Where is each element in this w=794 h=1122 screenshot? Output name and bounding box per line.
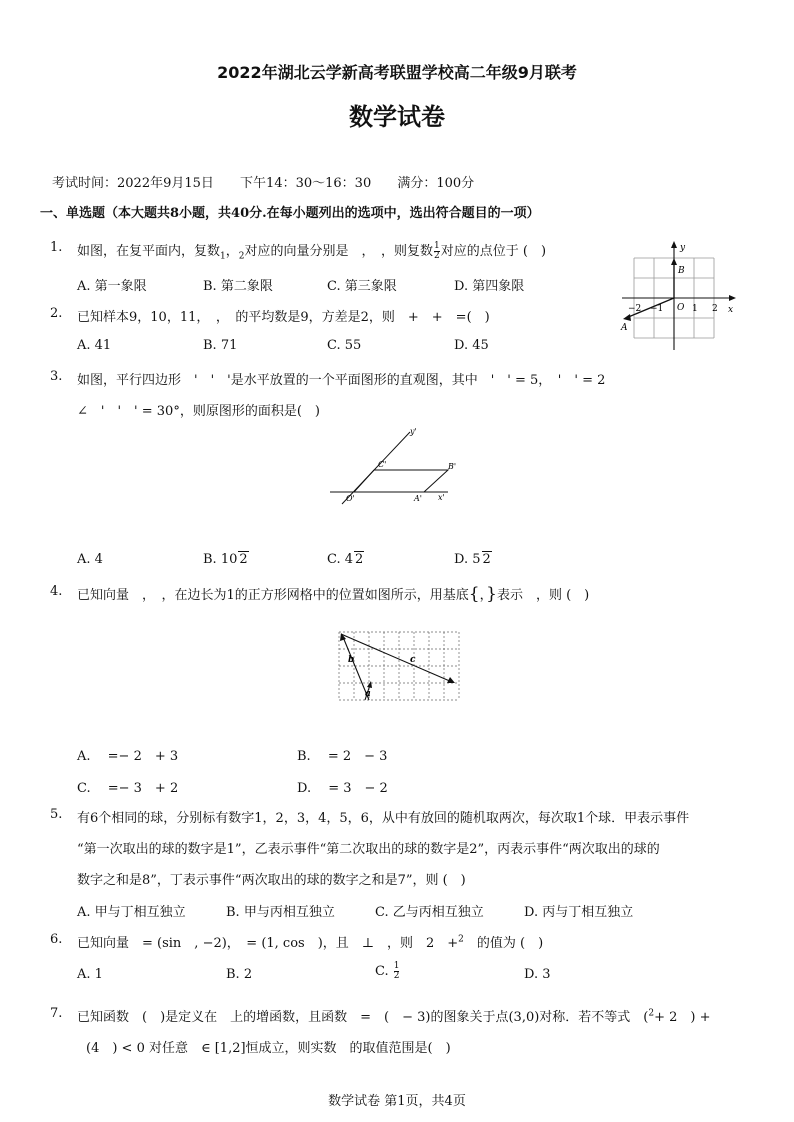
option-d[interactable]: D. 丙与丁相互独立 [524,905,634,920]
grid [339,632,459,700]
figure-complex-plane [612,236,742,356]
question-number: 5. [50,807,63,822]
label-o-prime: O' [346,494,355,503]
tick-neg1: −1 [650,304,664,314]
page-footer: 数学试卷 第1页，共4页 [328,1094,466,1109]
option-a[interactable]: A. 41 [77,338,112,353]
label-origin: O [677,303,685,313]
figure-vector-grid [334,628,464,704]
question-text-line1: 有6个相同的球，分别标有数字1，2，3，4，5，6，从中有放回的随机取两次，每次取1个球．甲表示事件 [77,811,690,826]
label-a: A [621,323,628,333]
tick-2: 2 [712,304,718,314]
vector-oa-arrow [623,314,631,321]
label-x-prime: x' [438,493,445,502]
option-b[interactable]: B. 甲与丙相互独立 [226,905,335,920]
option-c[interactable]: C. 4 2 [327,552,364,567]
question-text: 已知向量 ， ，在边长为1的正方形网格中的位置如图所示，用基底{，}表示 ，则 ( ) [77,584,590,604]
question-number: 3. [50,369,63,384]
vector-c [341,634,452,682]
option-d[interactable]: D. 第四象限 [454,279,525,294]
question-number: 7. [50,1006,63,1021]
option-d[interactable]: D. 45 [454,338,489,353]
option-b[interactable]: B. 71 [203,338,238,353]
label-b: b [348,655,355,665]
option-a[interactable]: A. 甲与丁相互独立 [77,905,186,920]
option-c[interactable]: C. =− 3 + 2 [77,781,179,796]
option-c[interactable]: C. 55 [327,338,362,353]
option-b[interactable]: B. 10 2 [203,552,248,567]
label-b-prime: B' [448,462,457,471]
figure-parallelogram [328,424,458,510]
vector-ob-arrow [671,258,677,265]
parallelogram [354,470,448,492]
exam-score: 满分：100分 [397,176,475,191]
label-y-prime: y' [410,427,417,436]
question-text-line2: (4 ) < 0 对任意 ∈ [1,2]恒成立，则实数 的取值范围是( ) [86,1041,451,1056]
vector-b-arrow [340,633,346,641]
option-d[interactable]: D. 3 [524,967,551,982]
subject-title: 数学试卷 [349,103,445,131]
label-y: y [680,243,686,253]
question-text-line2: “第一次取出的球的数字是1”，乙表示事件“第二次取出的球的数字是2”，丙表示事件“两次取出的球的 [77,842,660,857]
option-c[interactable]: C. $\frac{1}{2}$ [375,961,400,981]
exam-info [52,172,496,191]
label-c: c [410,655,416,665]
option-c[interactable]: C. 第三象限 [327,279,397,294]
question-number: 6. [50,932,63,947]
label-c-prime: C' [378,460,387,469]
y-axis-arrow [671,241,677,248]
exam-time: 考试时间：2022年9月15日 [52,176,214,191]
question-text: 如图，在复平面内，复数$_1$，$_2$对应的向量分别是 ， ，则复数 $\frac{1}{2}$ 对应的点位于 ( ) [77,241,547,262]
option-b[interactable]: B. = 2 − 3 [297,749,388,764]
option-d[interactable]: D. = 3 − 2 [297,781,388,796]
question-text-line1: 如图，平行四边形 ' ' '是水平放置的一个平面图形的直观图，其中 ' ' = 5， ' ' = 2 [77,373,606,388]
label-x: x [728,305,734,315]
question-text-line3: 数字之和是8”，丁表示事件“两次取出的球的数字之和是7”，则 ( ) [77,873,466,888]
section-heading: 一、单选题（本大题共8小题，共40分.在每小题列出的选项中，选出符合题目的一项） [40,206,540,221]
fraction: $\frac{1}{2}$ [434,241,440,261]
option-a[interactable]: A. 第一象限 [77,279,147,294]
x-axis-arrow [729,295,736,301]
question-number: 2. [50,306,63,321]
option-d[interactable]: D. 5 2 [454,552,491,567]
tick-1: 1 [692,304,698,314]
vector-a-arrow [367,681,372,688]
option-a[interactable]: A. =− 2 + 3 [77,749,179,764]
option-c[interactable]: C. 乙与丙相互独立 [375,905,484,920]
question-text-line2: ∠ ' ' ' = 30°，则原图形的面积是( ) [77,404,320,419]
tick-neg2: −2 [628,304,642,314]
option-a[interactable]: A. 4 [77,552,103,567]
exam-period: 下午14：30～16：30 [240,176,372,191]
question-text-line1: 已知函数 ( )是定义在 上的增函数，且函数 = ( − 3)的图象关于点(3,0)对称．若不等式 ($^2$+ 2 ) + [77,1008,711,1025]
fraction: $\frac{1}{2}$ [393,961,400,981]
option-b[interactable]: B. 2 [226,967,253,982]
question-number: 1. [50,240,63,255]
label-a: a [365,689,371,699]
option-a[interactable]: A. 1 [77,967,103,982]
option-b[interactable]: B. 第二象限 [203,279,273,294]
question-text: 已知样本9，10，11， ， 的平均数是9，方差是2，则 + + =( ) [77,310,490,325]
question-text: 已知向量 = (sin , −2)， = (1, cos )，且 ⊥ ，则 2 +$^2$ 的值为 ( ) [77,934,544,951]
exam-title: 2022年湖北云学新高考联盟学校高二年级9月联考 [217,63,577,82]
question-number: 4. [50,584,63,599]
label-a-prime: A' [414,494,422,503]
label-b: B [678,266,685,276]
